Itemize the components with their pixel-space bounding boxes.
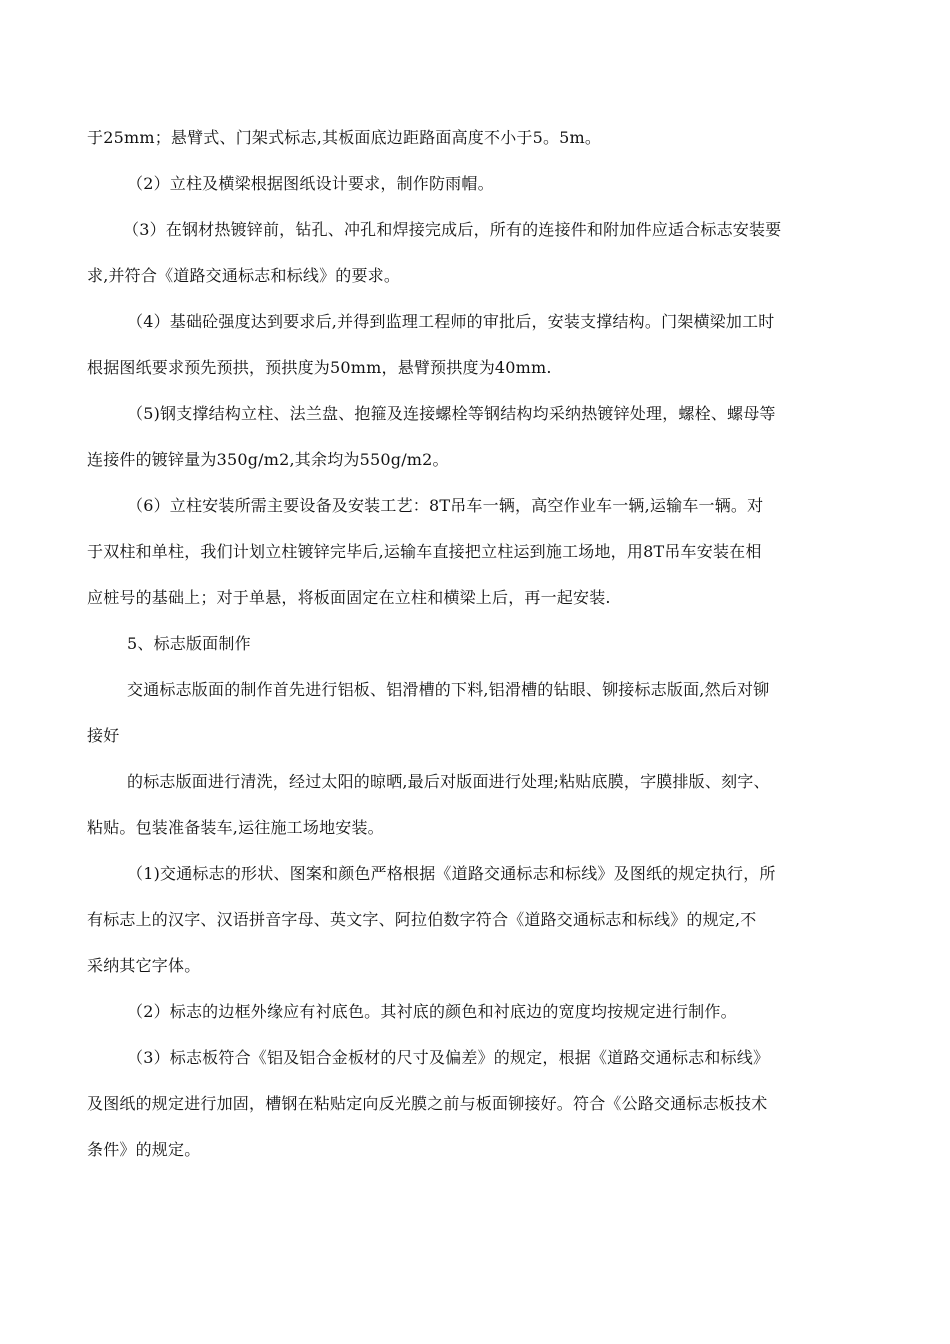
text-line: 交通标志版面的制作首先进行铝板、铝滑槽的下料,铝滑槽的钻眼、铆接标志版面,然后对铆	[127, 680, 770, 699]
text-line: （6）立柱安装所需主要设备及安装工艺：8T吊车一辆，高空作业车一辆,运输车一辆。对	[127, 496, 764, 515]
text-line: （4）基础砼强度达到要求后,并得到监理工程师的审批后，安装支撑结构。门架横梁加工时	[127, 312, 775, 331]
text-line: 采纳其它字体。	[87, 956, 201, 975]
text-line: 条件》的规定。	[87, 1140, 201, 1159]
text-line: 连接件的镀锌量为350g/m2,其余均为550g/m2。	[87, 450, 449, 469]
text-line: 有标志上的汉字、汉语拼音字母、英文字、阿拉伯数字符合《道路交通标志和标线》的规定,不	[87, 910, 757, 929]
text-line: 于25mm；悬臂式、门架式标志,其板面底边距路面高度不小于5。5m。	[87, 128, 602, 147]
text-line: 粘贴。包装准备装车,运往施工场地安装。	[87, 818, 384, 837]
text-line: （3）在钢材热镀锌前，钻孔、冲孔和焊接完成后，所有的连接件和附加件应适合标志安装要	[123, 220, 782, 239]
text-line: 根据图纸要求预先预拱，预拱度为50mm，悬臂预拱度为40mm.	[87, 358, 552, 377]
text-line: （1)交通标志的形状、图案和颜色严格根据《道路交通标志和标线》及图纸的规定执行，所	[127, 864, 776, 883]
text-line: 应桩号的基础上；对于单悬，将板面固定在立柱和横梁上后，再一起安装.	[87, 588, 611, 607]
text-line: （3）标志板符合《铝及铝合金板材的尺寸及偏差》的规定，根据《道路交通标志和标线》	[127, 1048, 770, 1067]
text-line: （2）标志的边框外缘应有衬底色。其衬底的颜色和衬底边的宽度均按规定进行制作。	[127, 1002, 737, 1021]
text-line: 于双柱和单柱，我们计划立柱镀锌完毕后,运输车直接把立柱运到施工场地，用8T吊车安装在相	[87, 542, 762, 561]
text-line: 接好	[87, 726, 120, 745]
text-line: 及图纸的规定进行加固，槽钢在粘贴定向反光膜之前与板面铆接好。符合《公路交通标志板技术	[87, 1094, 768, 1113]
section-heading: 5、标志版面制作	[127, 634, 251, 653]
text-line: （5)钢支撑结构立柱、法兰盘、抱箍及连接螺栓等钢结构均采纳热镀锌处理，螺栓、螺母等	[127, 404, 776, 423]
text-line: 的标志版面进行清洗，经过太阳的晾晒,最后对版面进行处理;粘贴底膜，字膜排版、刻字、	[127, 772, 770, 791]
text-line: （2）立柱及横梁根据图纸设计要求，制作防雨帽。	[127, 174, 494, 193]
text-line: 求,并符合《道路交通标志和标线》的要求。	[87, 266, 401, 285]
